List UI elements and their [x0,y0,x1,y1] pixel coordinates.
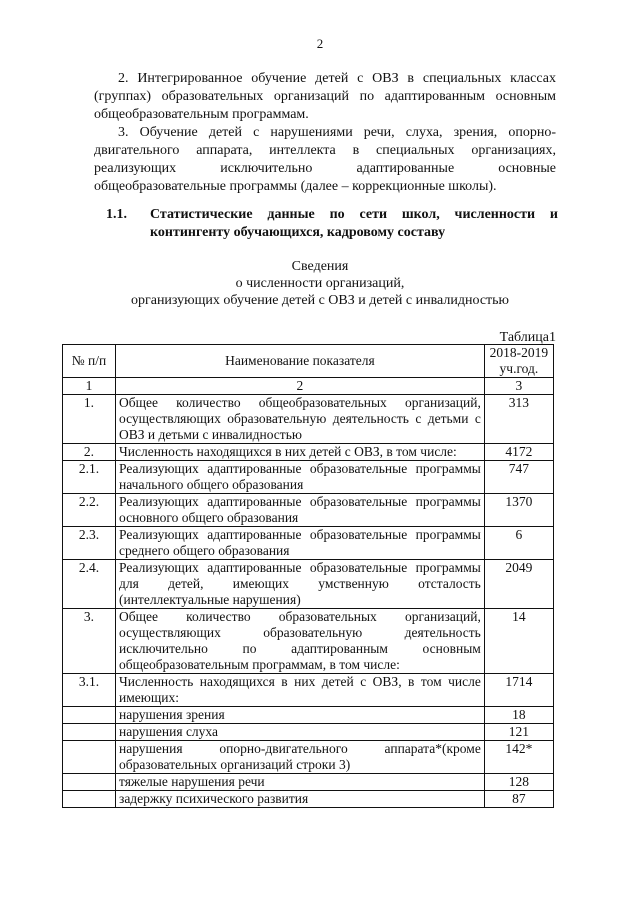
row-num [63,774,116,791]
table-row [63,791,554,808]
table-row [63,707,554,724]
header-name: Наименование показателя [115,345,484,378]
row-name: нарушения зрения [115,707,484,724]
row-value: 121 [484,724,553,741]
table-intro-title: Сведения [291,259,349,274]
table-header-row [63,345,554,378]
row-name: Реализующих адаптированные образовательные программы основного общего образования [115,494,484,527]
row-value: 1370 [484,494,553,527]
table-caption: Таблица1 [499,330,556,345]
row-value: 4172 [484,444,553,461]
paragraph-2 [94,70,556,124]
row-value: 128 [484,774,553,791]
paragraph-line: 2. Интегрированное обучение детей с ОВЗ в специальных классах [118,71,556,86]
row-value: 6 [484,527,553,560]
table-row [63,609,554,674]
row-num [63,724,116,741]
paragraph-line: реализующих исключительно адаптированные основные [94,161,556,176]
header-value [484,345,553,378]
col-number: 2 [115,378,484,395]
table-row [63,724,554,741]
row-num [63,741,116,774]
row-num: 3.1. [63,674,116,707]
table-row [63,674,554,707]
col-number: 1 [63,378,116,395]
row-num: 2. [63,444,116,461]
table-row [63,774,554,791]
table-row [63,395,554,444]
row-value: 18 [484,707,553,724]
row-name: нарушения опорно-двигательного аппарата*(кроме образовательных организаций строки 3) [115,741,484,774]
header-value-line: 2018-2019 [489,345,549,360]
header-value-line: уч.год. [499,361,539,376]
table-row [63,461,554,494]
header-num: № п/п [63,345,116,378]
row-name: Реализующих адаптированные образовательные программы начального общего образования [115,461,484,494]
row-name: Реализующих адаптированные образовательные программы для детей, имеющих умственную отсталость (интеллектуальные нарушения) [115,560,484,609]
table-row [63,494,554,527]
row-value: 1714 [484,674,553,707]
paragraph-line: общеобразовательным программам. [94,107,309,122]
table-row [63,527,554,560]
row-num: 2.4. [63,560,116,609]
section-title-line: контингенту обучающихся, кадровому составу [150,225,446,240]
row-name: Численность находящихся в них детей с ОВЗ, в том числе имеющих: [115,674,484,707]
row-name: нарушения слуха [115,724,484,741]
row-value: 142* [484,741,553,774]
row-name: тяжелые нарушения речи [115,774,484,791]
row-name: Общее количество образовательных организаций, осуществляющих образовательную деятельность исключительно по адаптированным основным общеобразовательным программам, в том числе: [115,609,484,674]
col-number: 3 [484,378,553,395]
row-value: 14 [484,609,553,674]
section-title-line: Статистические данные по сети школ, численности и [150,207,558,222]
row-num: 2.2. [63,494,116,527]
row-num [63,791,116,808]
column-number-row [63,378,554,395]
paragraph-line: общеобразовательные программы (далее – коррекционные школы). [94,179,497,194]
row-value: 747 [484,461,553,494]
table-intro-line: организующих обучение детей с ОВЗ и детей с инвалидностью [130,293,510,308]
paragraph-3 [94,124,556,196]
table-row [63,560,554,609]
row-value: 87 [484,791,553,808]
table-intro [0,258,640,309]
row-num: 2.1. [63,461,116,494]
section-number: 1.1. [106,207,127,222]
row-num: 2.3. [63,527,116,560]
statistics-table [62,344,554,808]
row-num [63,707,116,724]
row-name: Реализующих адаптированные образовательные программы среднего общего образования [115,527,484,560]
paragraph-line: 3. Обучение детей с нарушениями речи, слуха, зрения, опорно- [118,125,556,140]
row-name: задержку психического развития [115,791,484,808]
row-name: Общее количество общеобразовательных организаций, осуществляющих образовательную деятельность с детьми с ОВЗ и детьми с инвалидностью [115,395,484,444]
table-intro-line: о численности организаций, [235,276,405,291]
row-value: 313 [484,395,553,444]
row-num: 3. [63,609,116,674]
paragraph-line: двигательного аппарата, интеллекта в специальных организациях, [94,143,556,158]
page-number: 2 [316,36,324,51]
table-row [63,741,554,774]
row-name: Численность находящихся в них детей с ОВЗ, в том числе: [115,444,484,461]
row-num: 1. [63,395,116,444]
paragraph-line: (группах) образовательных организаций по адаптированным основным [94,89,556,104]
row-value: 2049 [484,560,553,609]
table-row [63,444,554,461]
